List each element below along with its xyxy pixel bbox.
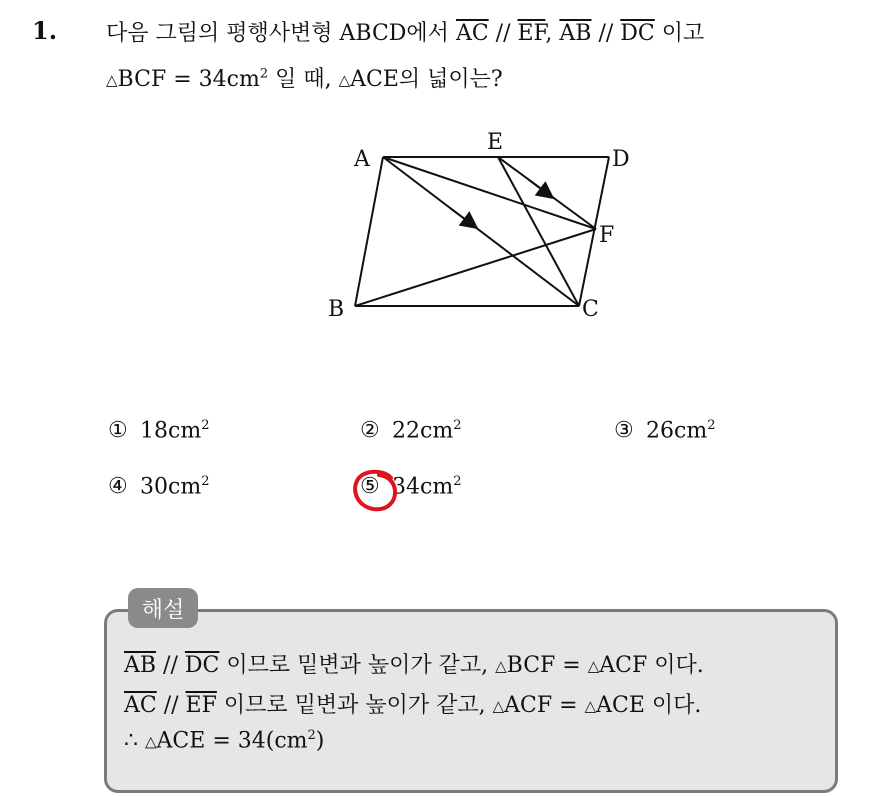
arrow-on-ef — [529, 180, 553, 198]
parallel-symbol: // — [488, 21, 518, 46]
choice-3[interactable] — [614, 418, 715, 443]
segment-dc: $\overline{DC}$ — [620, 21, 655, 46]
parallelogram-figure — [320, 122, 640, 332]
superscript: 2 — [453, 474, 462, 489]
therefore-symbol: ∴ — [124, 728, 145, 754]
edge-ab — [355, 157, 383, 306]
choice-value: 26cm — [646, 418, 708, 444]
solution-close: ) — [315, 728, 325, 754]
segment-ab: $\overline{AB}$ — [124, 653, 157, 678]
parallel-symbol: // — [156, 653, 185, 678]
segment-ac-line — [383, 157, 579, 306]
triangle-icon: △ — [495, 657, 507, 675]
solution-line-1 — [124, 648, 704, 679]
label-a: A — [354, 147, 370, 172]
question-line-1 — [106, 16, 704, 47]
superscript: 2 — [307, 728, 316, 743]
segment-bf-line — [355, 229, 596, 306]
segment-af-line — [383, 157, 596, 229]
question-text-part: 다음 그림의 평행사변형 ABCD에서 — [106, 21, 456, 46]
solution-tag: 해설 — [128, 588, 198, 628]
question-text-mid: 일 때, — [268, 67, 339, 92]
triangle-icon: △ — [492, 697, 505, 715]
solution-end: ACE 이다. — [596, 693, 702, 718]
segment-ac: $\overline{AC}$ — [124, 693, 157, 718]
solution-text: 이므로 밑변과 높이가 같고, — [216, 693, 493, 718]
solution-result: ACE = 34(cm — [156, 728, 308, 754]
triangle-icon: △ — [145, 732, 157, 751]
triangle-icon: △ — [106, 71, 118, 89]
choice-1[interactable] — [108, 418, 209, 443]
solution-line-3 — [124, 728, 324, 753]
comma: , — [545, 21, 560, 46]
arrow-on-ac — [450, 208, 477, 228]
label-d: D — [612, 147, 630, 172]
parallel-symbol: // — [156, 693, 186, 718]
triangle-icon: △ — [587, 657, 600, 675]
triangle-icon: △ — [584, 697, 597, 715]
choice-value: 34cm — [392, 474, 454, 500]
parallel-symbol: // — [591, 21, 621, 46]
superscript: 2 — [259, 66, 269, 82]
solution-line-2 — [124, 688, 701, 719]
superscript: 2 — [201, 474, 210, 489]
solution-text: 이므로 밑변과 높이가 같고, — [219, 653, 496, 678]
solution-eq: BCF = — [506, 653, 588, 678]
choice-mark: ④ — [108, 474, 128, 500]
question-text-ace: ACE의 넓이는? — [350, 67, 503, 92]
segment-ac: $\overline{AC}$ — [455, 21, 489, 46]
solution-eq: ACF = — [504, 693, 585, 718]
choice-mark: ⑤ — [360, 474, 380, 500]
segment-ab: $\overline{AB}$ — [559, 21, 592, 46]
choice-2[interactable] — [360, 418, 461, 443]
segment-ef: $\overline{EF}$ — [517, 21, 546, 46]
segment-ef: $\overline{EF}$ — [185, 693, 217, 718]
superscript: 2 — [201, 418, 210, 433]
choice-mark: ① — [108, 418, 128, 444]
superscript: 2 — [707, 418, 716, 433]
label-f: F — [599, 223, 615, 248]
choice-4[interactable] — [108, 474, 209, 499]
question-text-bcf: BCF = 34cm — [117, 67, 260, 92]
choice-value: 30cm — [140, 474, 202, 500]
question-number: 1. — [32, 16, 58, 45]
question-line-2 — [106, 62, 503, 93]
solution-end: ACF 이다. — [599, 653, 704, 678]
choice-mark: ③ — [614, 418, 634, 444]
choice-value: 18cm — [140, 418, 202, 444]
question-text-end: 이고 — [654, 21, 705, 46]
choice-mark: ② — [360, 418, 380, 444]
answer-circle-icon — [351, 468, 401, 514]
choice-value: 22cm — [392, 418, 454, 444]
triangle-icon: △ — [338, 71, 351, 89]
label-c: C — [582, 297, 599, 322]
label-b: B — [328, 297, 345, 322]
superscript: 2 — [453, 418, 462, 433]
segment-dc: $\overline{DC}$ — [184, 653, 220, 678]
label-e: E — [487, 130, 504, 155]
segment-ec-line — [498, 157, 579, 306]
